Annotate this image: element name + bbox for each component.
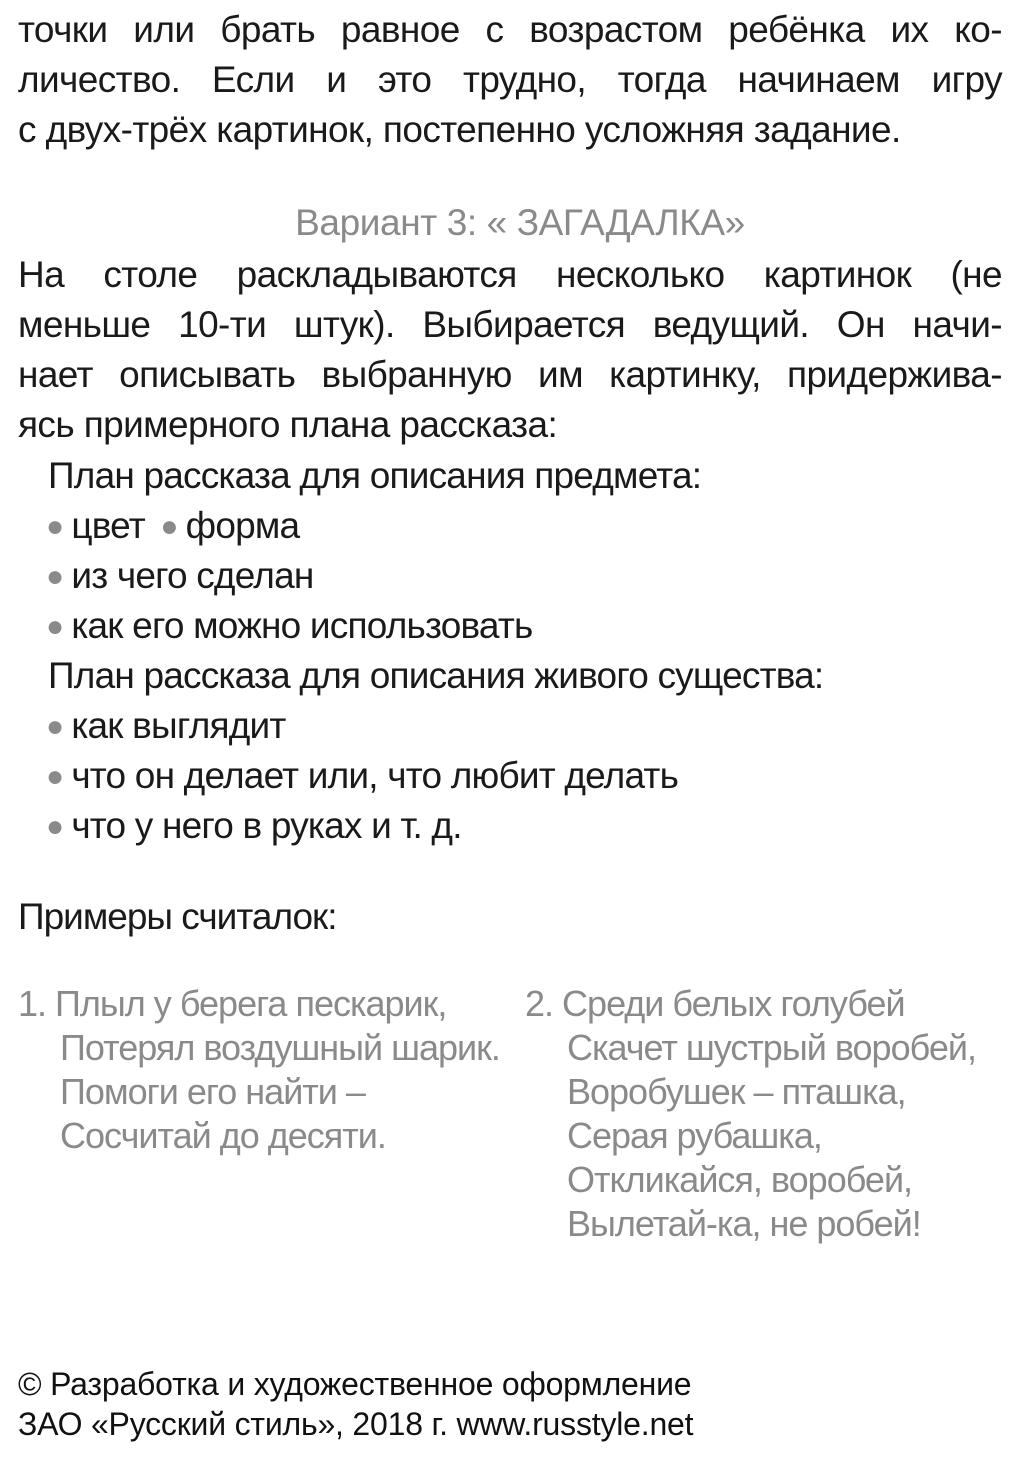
creature-plan-heading: План рассказа для описания живого существа: xyxy=(48,655,824,696)
copyright-line: © Разработка и художественное оформление xyxy=(18,1366,692,1402)
bullet-icon: ● xyxy=(46,560,64,593)
creature-plan-item xyxy=(46,702,286,753)
object-plan-item xyxy=(46,552,313,603)
rhyme-line: Воробушек – пташка, xyxy=(567,1071,906,1112)
variant-line-2: меньше 10-ти штук). Выбирается ведущий. Он начи- xyxy=(18,304,1002,345)
creature-plan-item-text: как выглядит xyxy=(71,705,286,746)
bullet-icon: ● xyxy=(46,760,64,793)
rhyme-line: Серая рубашка, xyxy=(567,1115,822,1156)
bullet-icon: ● xyxy=(160,510,178,543)
examples-heading: Примеры считалок: xyxy=(18,896,337,937)
bullet-icon: ● xyxy=(46,510,64,543)
bullet-icon: ● xyxy=(46,710,64,743)
intro-line-3: с двух-трёх картинок, постепенно усложняя задание. xyxy=(18,109,901,150)
object-plan-item-color: цвет xyxy=(71,505,145,546)
creature-plan-item xyxy=(46,802,462,853)
object-plan-item xyxy=(46,602,533,653)
rhyme-line xyxy=(525,982,976,1026)
rhyme-1 xyxy=(18,982,500,1158)
creature-plan-item xyxy=(46,752,678,803)
variant-title: Вариант 3: « ЗАГАДАЛКА» xyxy=(295,202,745,243)
object-plan-item-color-form xyxy=(46,502,299,553)
rhyme-line: Скачет шустрый воробей, xyxy=(567,1027,976,1068)
object-plan-item-usage: как его можно использовать xyxy=(71,605,533,646)
publisher-line: ЗАО «Русский стиль», 2018 г. www.russtyle.net xyxy=(18,1406,694,1442)
rhyme-line xyxy=(18,982,500,1026)
intro-line-1: точки или брать равное с возрастом ребёнка их ко- xyxy=(18,9,1002,50)
creature-plan-item-text: что у него в руках и т. д. xyxy=(71,805,462,846)
object-plan-item-material: из чего сделан xyxy=(71,555,314,596)
rhyme-line: Помоги его найти – xyxy=(60,1071,365,1112)
rhyme-line: Потерял воздушный шарик. xyxy=(60,1027,500,1068)
rhyme-text: Среди белых голубей xyxy=(562,983,905,1024)
object-plan-heading: План рассказа для описания предмета: xyxy=(48,455,702,496)
intro-line-2: личество. Если и это трудно, тогда начинаем игру xyxy=(18,59,1002,100)
rhyme-text: Плыл у берега пескарик, xyxy=(55,983,447,1024)
creature-plan-item-text: что он делает или, что любит делать xyxy=(71,755,679,796)
rhyme-number: 2. xyxy=(525,983,554,1024)
variant-line-3: нает описывать выбранную им картинку, придержива- xyxy=(18,354,1002,395)
bullet-icon: ● xyxy=(46,810,64,843)
rhyme-line: Вылетай-ка, не робей! xyxy=(567,1203,921,1244)
object-plan-item-form: форма xyxy=(185,505,300,546)
variant-line-1: На столе раскладываются несколько картинок (не xyxy=(18,254,1002,295)
rhyme-number: 1. xyxy=(18,983,47,1024)
rhyme-2 xyxy=(525,982,976,1246)
rhyme-line: Сосчитай до десяти. xyxy=(60,1115,386,1156)
rhyme-line: Откликайся, воробей, xyxy=(567,1159,913,1200)
bullet-icon: ● xyxy=(46,610,64,643)
variant-line-4: ясь примерного плана рассказа: xyxy=(18,404,558,445)
